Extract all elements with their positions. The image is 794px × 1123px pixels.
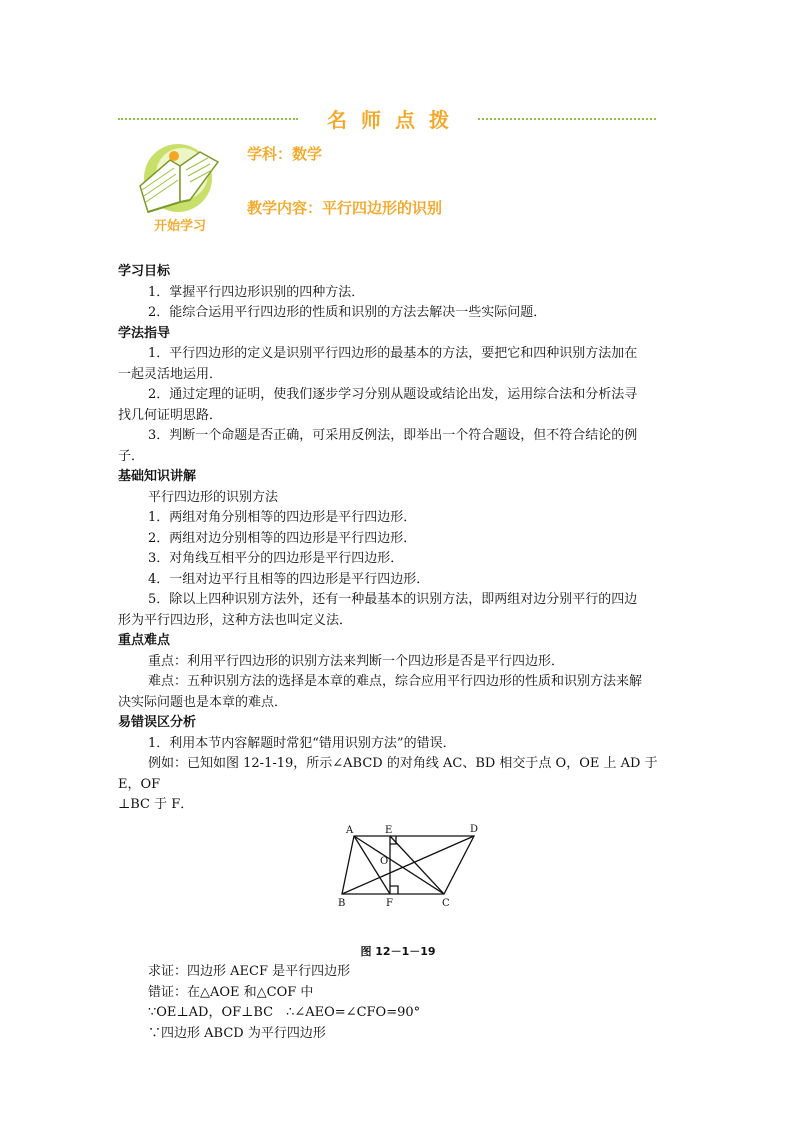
goal-item-2: 2．能综合运用平行四边形的性质和识别的方法去解决一些实际问题． [148,305,547,320]
right-angle-f [390,886,398,894]
errors-p1: 1．利用本节内容解题时常犯“错用识别方法”的错误． [148,735,456,751]
method-p2b: 找几何证明思路． [118,407,223,423]
figure-caption: 图 12－1－19 [360,944,436,958]
label-o: O [380,855,389,867]
method-p3a: 3．判断一个命题是否正确，可采用反例法，即举出一个符合题设，但不符合结论的例 [148,428,638,443]
basics-sub: 平行四边形的识别方法 [148,489,279,505]
banner-dots-right [478,118,656,120]
basics-item-2: 2．两组对边分别相等的四边形是平行四边形． [148,530,417,546]
basics-p5a: 5．除以上四种识别方法外，还有一种最基本的识别方法，即两组对边分别平行的四边 [148,592,638,607]
basics-p5b: 形为平行四边形，这种方法也叫定义法． [118,612,353,628]
basics-item-1: 1．两组对角分别相等的四边形是平行四边形． [148,510,417,525]
logo-text: 开始学习 [153,219,207,234]
label-b: B [338,897,346,909]
method-p1a: 1．平行四边形的定义是识别平行四边形的最基本的方法，要把它和四种识别方法加在 [148,346,638,361]
goal-item-1: 1．掌握平行四边形识别的四种方法． [148,284,365,300]
label-e: E [385,824,393,836]
heading-basics: 基础知识讲解 [118,469,197,484]
key-diff-b: 决实际问题也是本章的难点． [118,694,288,710]
heading-method: 学法指导 [118,325,171,341]
heading-key: 重点难点 [118,633,171,648]
heading-errors: 易错误区分析 [118,715,197,730]
key-focus: 重点：利用平行四边形的识别方法来判断一个四边形是否是平行四边形． [148,653,565,669]
section-banner [118,104,658,132]
method-p1b: 一起灵活地运用． [118,366,223,382]
errors-ex-b: ⊥BC 于 F． [118,797,194,812]
label-c: C [442,897,450,909]
method-p3b: 子． [118,448,145,464]
start-learning-logo [130,140,230,236]
content-label: 教学内容：平行四边形的识别 [247,199,443,217]
figure-diagram [338,822,478,912]
method-p2a: 2．通过定理的证明，使我们逐步学习分别从题设或结论出发，运用综合法和分析法寻 [148,387,638,402]
proof-step-2: ∵四边形 ABCD 为平行四边形 [148,1025,326,1041]
book-icon [130,140,230,236]
label-d: D [470,823,478,835]
heading-goals: 学习目标 [118,264,171,279]
banner-dots-left [118,118,298,120]
key-diff-a: 难点：五种识别方法的选择是本章的难点，综合应用平行四边形的性质和识别方法来解 [148,674,643,689]
label-a: A [346,824,354,836]
subject-label: 学科：数学 [247,145,323,163]
diagonal-bd [342,836,474,894]
errors-ex-a: 例如：已知如图 12-1-19，所示∠ABCD 的对角线 AC、BD 相交于点 O，OE 上 AD 于 E，OF [118,756,658,792]
diagonal-ac [354,836,444,894]
banner-title: 名师点拨 [327,108,463,132]
parallelogram-figure [118,822,678,942]
basics-item-4: 4．一组对边平行且相等的四边形是平行四边形． [148,571,430,587]
document-body [118,262,678,1044]
label-f: F [386,897,393,909]
proof-goal: 求证：四边形 AECF 是平行四边形 [148,964,351,979]
basics-item-3: 3．对角线互相平分的四边形是平行四边形． [148,551,404,566]
proof-wrong: 错证：在△AOE 和△COF 中 [148,984,314,1000]
proof-step-1: ∵OE⊥AD，OF⊥BC ∴∠AEO=∠CFO=90° [148,1005,421,1020]
